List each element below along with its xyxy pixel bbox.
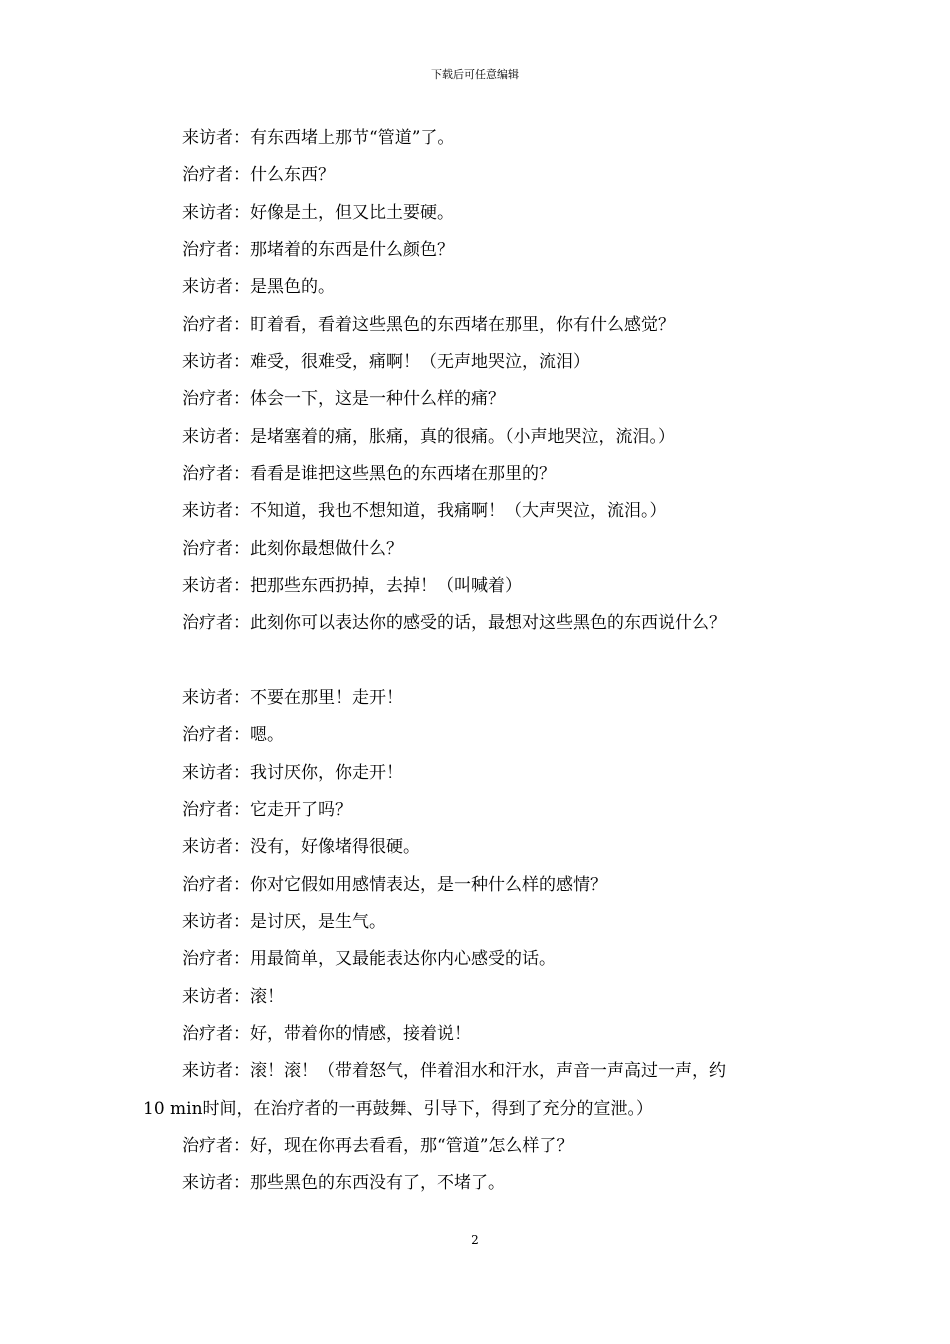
- dialogue-line: 来访者：好像是土，但又比土要硬。: [182, 203, 454, 223]
- page-header: 下载后可任意编辑: [431, 68, 519, 81]
- dialogue-line: 来访者：我讨厌你，你走开！: [182, 763, 403, 783]
- dialogue-line: 治疗者：体会一下，这是一种什么样的痛？: [182, 389, 505, 409]
- dialogue-line: 来访者：不要在那里！走开！: [182, 688, 403, 708]
- dialogue-line: 来访者：没有，好像堵得很硬。: [182, 837, 420, 857]
- dialogue-line: 治疗者：盯着看，看着这些黑色的东西堵在那里，你有什么感觉？: [182, 315, 675, 335]
- dialogue-line: 来访者：有东西堵上那节“管道”了。: [182, 128, 455, 148]
- dialogue-line: 治疗者：什么东西？: [182, 165, 335, 185]
- dialogue-line: 来访者：滚！滚！（带着怒气，伴着泪水和汗水，声音一声高过一声，约: [182, 1061, 726, 1081]
- dialogue-line: 来访者：不知道，我也不想知道，我痛啊！（大声哭泣，流泪。）: [182, 501, 667, 521]
- dialogue-line: 来访者：那些黑色的东西没有了，不堵了。: [182, 1173, 505, 1193]
- dialogue-line: 治疗者：用最简单，又最能表达你内心感受的话。: [182, 949, 556, 969]
- dialogue-line: 来访者：难受，很难受，痛啊！（无声地哭泣，流泪）: [182, 352, 590, 372]
- dialogue-line: 来访者：是堵塞着的痛，胀痛，真的很痛。（小声地哭泣，流泪。）: [182, 427, 675, 447]
- dialogue-line: 来访者：是黑色的。: [182, 277, 335, 297]
- dialogue-line: 治疗者：看看是谁把这些黑色的东西堵在那里的？: [182, 464, 556, 484]
- dialogue-line: 治疗者：它走开了吗？: [182, 800, 352, 820]
- dialogue-line: 治疗者：你对它假如用感情表达，是一种什么样的感情？: [182, 875, 607, 895]
- dialogue-line: 治疗者：此刻你最想做什么？: [182, 539, 403, 559]
- dialogue-line-continuation: 10 min时间，在治疗者的一再鼓舞、引导下，得到了充分的宣泄。）: [143, 1099, 654, 1119]
- dialogue-line: 来访者：滚！: [182, 987, 284, 1007]
- dialogue-line: 治疗者：好，现在你再去看看，那“管道”怎么样了？: [182, 1136, 574, 1156]
- dialogue-line: 治疗者：那堵着的东西是什么颜色？: [182, 240, 454, 260]
- dialogue-line: 来访者：把那些东西扔掉，去掉！（叫喊着）: [182, 576, 522, 596]
- dialogue-line: 来访者：是讨厌，是生气。: [182, 912, 386, 932]
- dialogue-line: 治疗者：嗯。: [182, 725, 284, 745]
- page-number: 2: [471, 1233, 479, 1247]
- dialogue-line: 治疗者：好，带着你的情感，接着说！: [182, 1024, 471, 1044]
- dialogue-line: 治疗者：此刻你可以表达你的感受的话，最想对这些黑色的东西说什么？: [182, 613, 726, 633]
